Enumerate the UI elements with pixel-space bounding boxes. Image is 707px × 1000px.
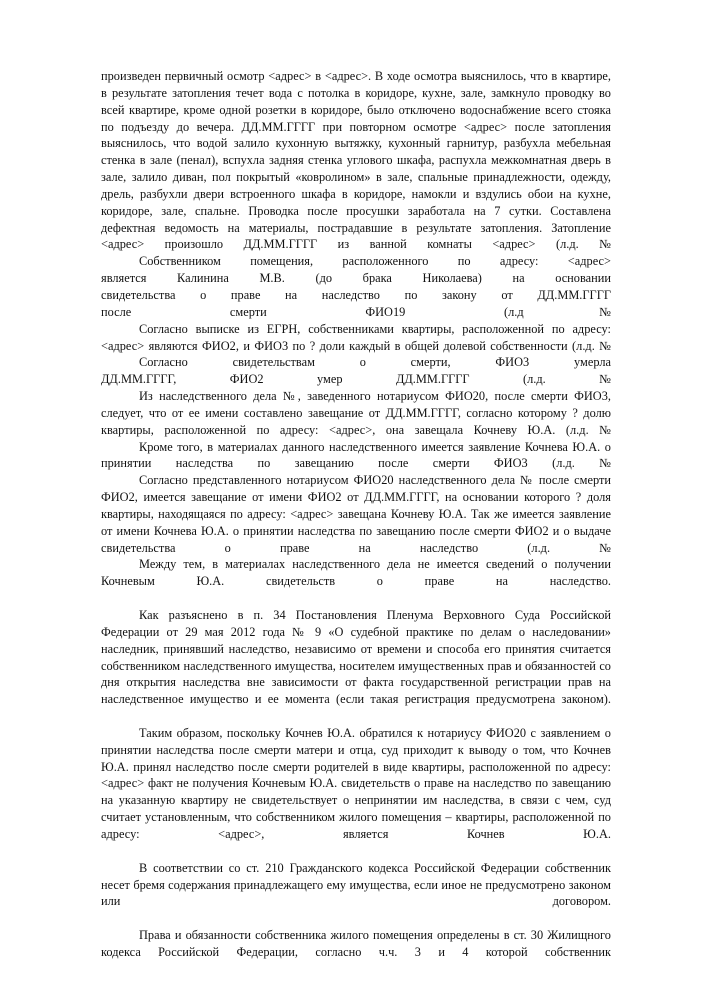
- paragraph-no-certificate-received: Между тем, в материалах наследственного дела не имеется сведений о получении Кочневым Ю.А. свидетельств о праве на наследство.: [101, 557, 611, 589]
- paragraph-supreme-court-plenum: Как разъяснено в п. 34 Постановления Пленума Верховного Суда Российской Федерации от 29 мая 2012 года № 9 «О судебной практике по делам о наследовании» наследник, принявший наследство, независимо от времени и способа его принятия считается собственником наследственного имущества, носителем имущественных прав и обязанностей со дня открытия наследства вне зависимости от факта государственной регистрации прав на наследственное имущество и ее момента (если такая регистрация предусмотрена законом).: [101, 608, 611, 707]
- paragraph-inheritance-case-fio2: Согласно представленного нотариусом ФИО20 наследственного дела № после смерти ФИО2, имеется завещание от имени ФИО2 от ДД.ММ.ГГГГ, на основании которого ? доля квартиры, находящаяся по адресу: <адрес> завещана Кочневу Ю.А. Так же имеется заявление от имени Кочнева Ю.А. о принятии наследства по завещанию после смерти ФИО2 и о выдаче свидетельства о праве на наследство (л.д. №: [101, 473, 611, 555]
- paragraph-housing-code-article-30: Права и обязанности собственника жилого помещения определены в ст. 30 Жилищного кодекса Российской Федерации, согласно ч.ч. 3 и 4 которой собственник: [101, 928, 611, 959]
- paragraph-initial-inspection: произведен первичный осмотр <адрес> в <адрес>. В ходе осмотра выяснилось, что в квартире, в результате затопления течет вода с потолка в коридоре, кухне, зале, замкнуло проводку во всей квартире, кроме одной розетки в коридоре, было отключено водоснабжение всего стояка по подъезду до вечера. ДД.ММ.ГГГГ при повторном осмотре <адрес> после затопления выяснилось, что водой залило кухонную вытяжку, кухонный гарнитур, разбухла мебельная стенка в зале (пенал), вспухла задняя стенка углового шкафа, распухла межкомнатная дверь в зале, залило диван, пол покрытый «ковролином» в зале, спальные принадлежности, одежду, дрель, разбухли двери встроенного шкафа в коридоре, намокли и вздулись обои на кухне, коридоре, зале, спальне. Проводка после просушки заработала на 7 сутки. Составлена дефектная ведомость на материалы, пострадавшие в результате затопления. Затопление <адрес> произошло ДД.ММ.ГГГГ из ванной комнаты <адрес> (л.д. №: [101, 69, 611, 252]
- paragraph-death-certificates: Согласно свидетельствам о смерти, ФИО3 умерла ДД.ММ.ГГГГ, ФИО2 умер ДД.ММ.ГГГГ (л.д. №: [101, 355, 611, 387]
- paragraph-kochnev-application: Кроме того, в материалах данного наследственного имеется заявление Кочнева Ю.А. о принятии наследства по завещанию после смерти ФИО3 (л.д. №: [101, 439, 611, 471]
- document-text-body: [101, 68, 611, 961]
- paragraph-owner-kalinina: Собственником помещения, расположенного по адресу: <адрес> является Калинина М.В. (до брака Николаева) на основании свидетельства о праве на наследство по закону от ДД.ММ.ГГГГ после смерти ФИО19 (л.д№: [101, 254, 611, 319]
- paragraph-court-conclusion: Таким образом, поскольку Кочнев Ю.А. обратился к нотариусу ФИО20 с заявлением о принятии наследства после смерти матери и отца, суд приходит к выводу о том, что Кочнев Ю.А. принял наследство после смерти родителей в виде квартиры, расположенной по адресу: <адрес> факт не получения Кочневым Ю.А. свидетельств о праве на наследство по завещанию на указанную квартиру не свидетельствует о непринятии им наследства, в связи с чем, суд считает установленным, что собственником жилого помещения – квартиры, расположенной по адресу: <адрес>, является Кочнев Ю.А.: [101, 725, 611, 841]
- paragraph-inheritance-case-fio3: Из наследственного дела №, заведенного нотариусом ФИО20, после смерти ФИО3, следует, что от ее имени составлено завещание от ДД.ММ.ГГГГ, согласно которому ? долю квартиры, расположенной по адресу: <адрес>, она завещала Кочневу Ю.А. (л.д. №: [101, 389, 611, 437]
- paragraph-egrn-extract: Согласно выписке из ЕГРН, собственниками квартиры, расположенной по адресу: <адрес> являются ФИО2, и ФИО3 по ? доли каждый в общей долевой собственности (л.д. №: [101, 321, 611, 353]
- paragraph-civil-code-article-210: В соответствии со ст. 210 Гражданского кодекса Российской Федерации собственник несет бремя содержания принадлежащего ему имущества, если иное не предусмотрено законом или договором.: [101, 860, 611, 909]
